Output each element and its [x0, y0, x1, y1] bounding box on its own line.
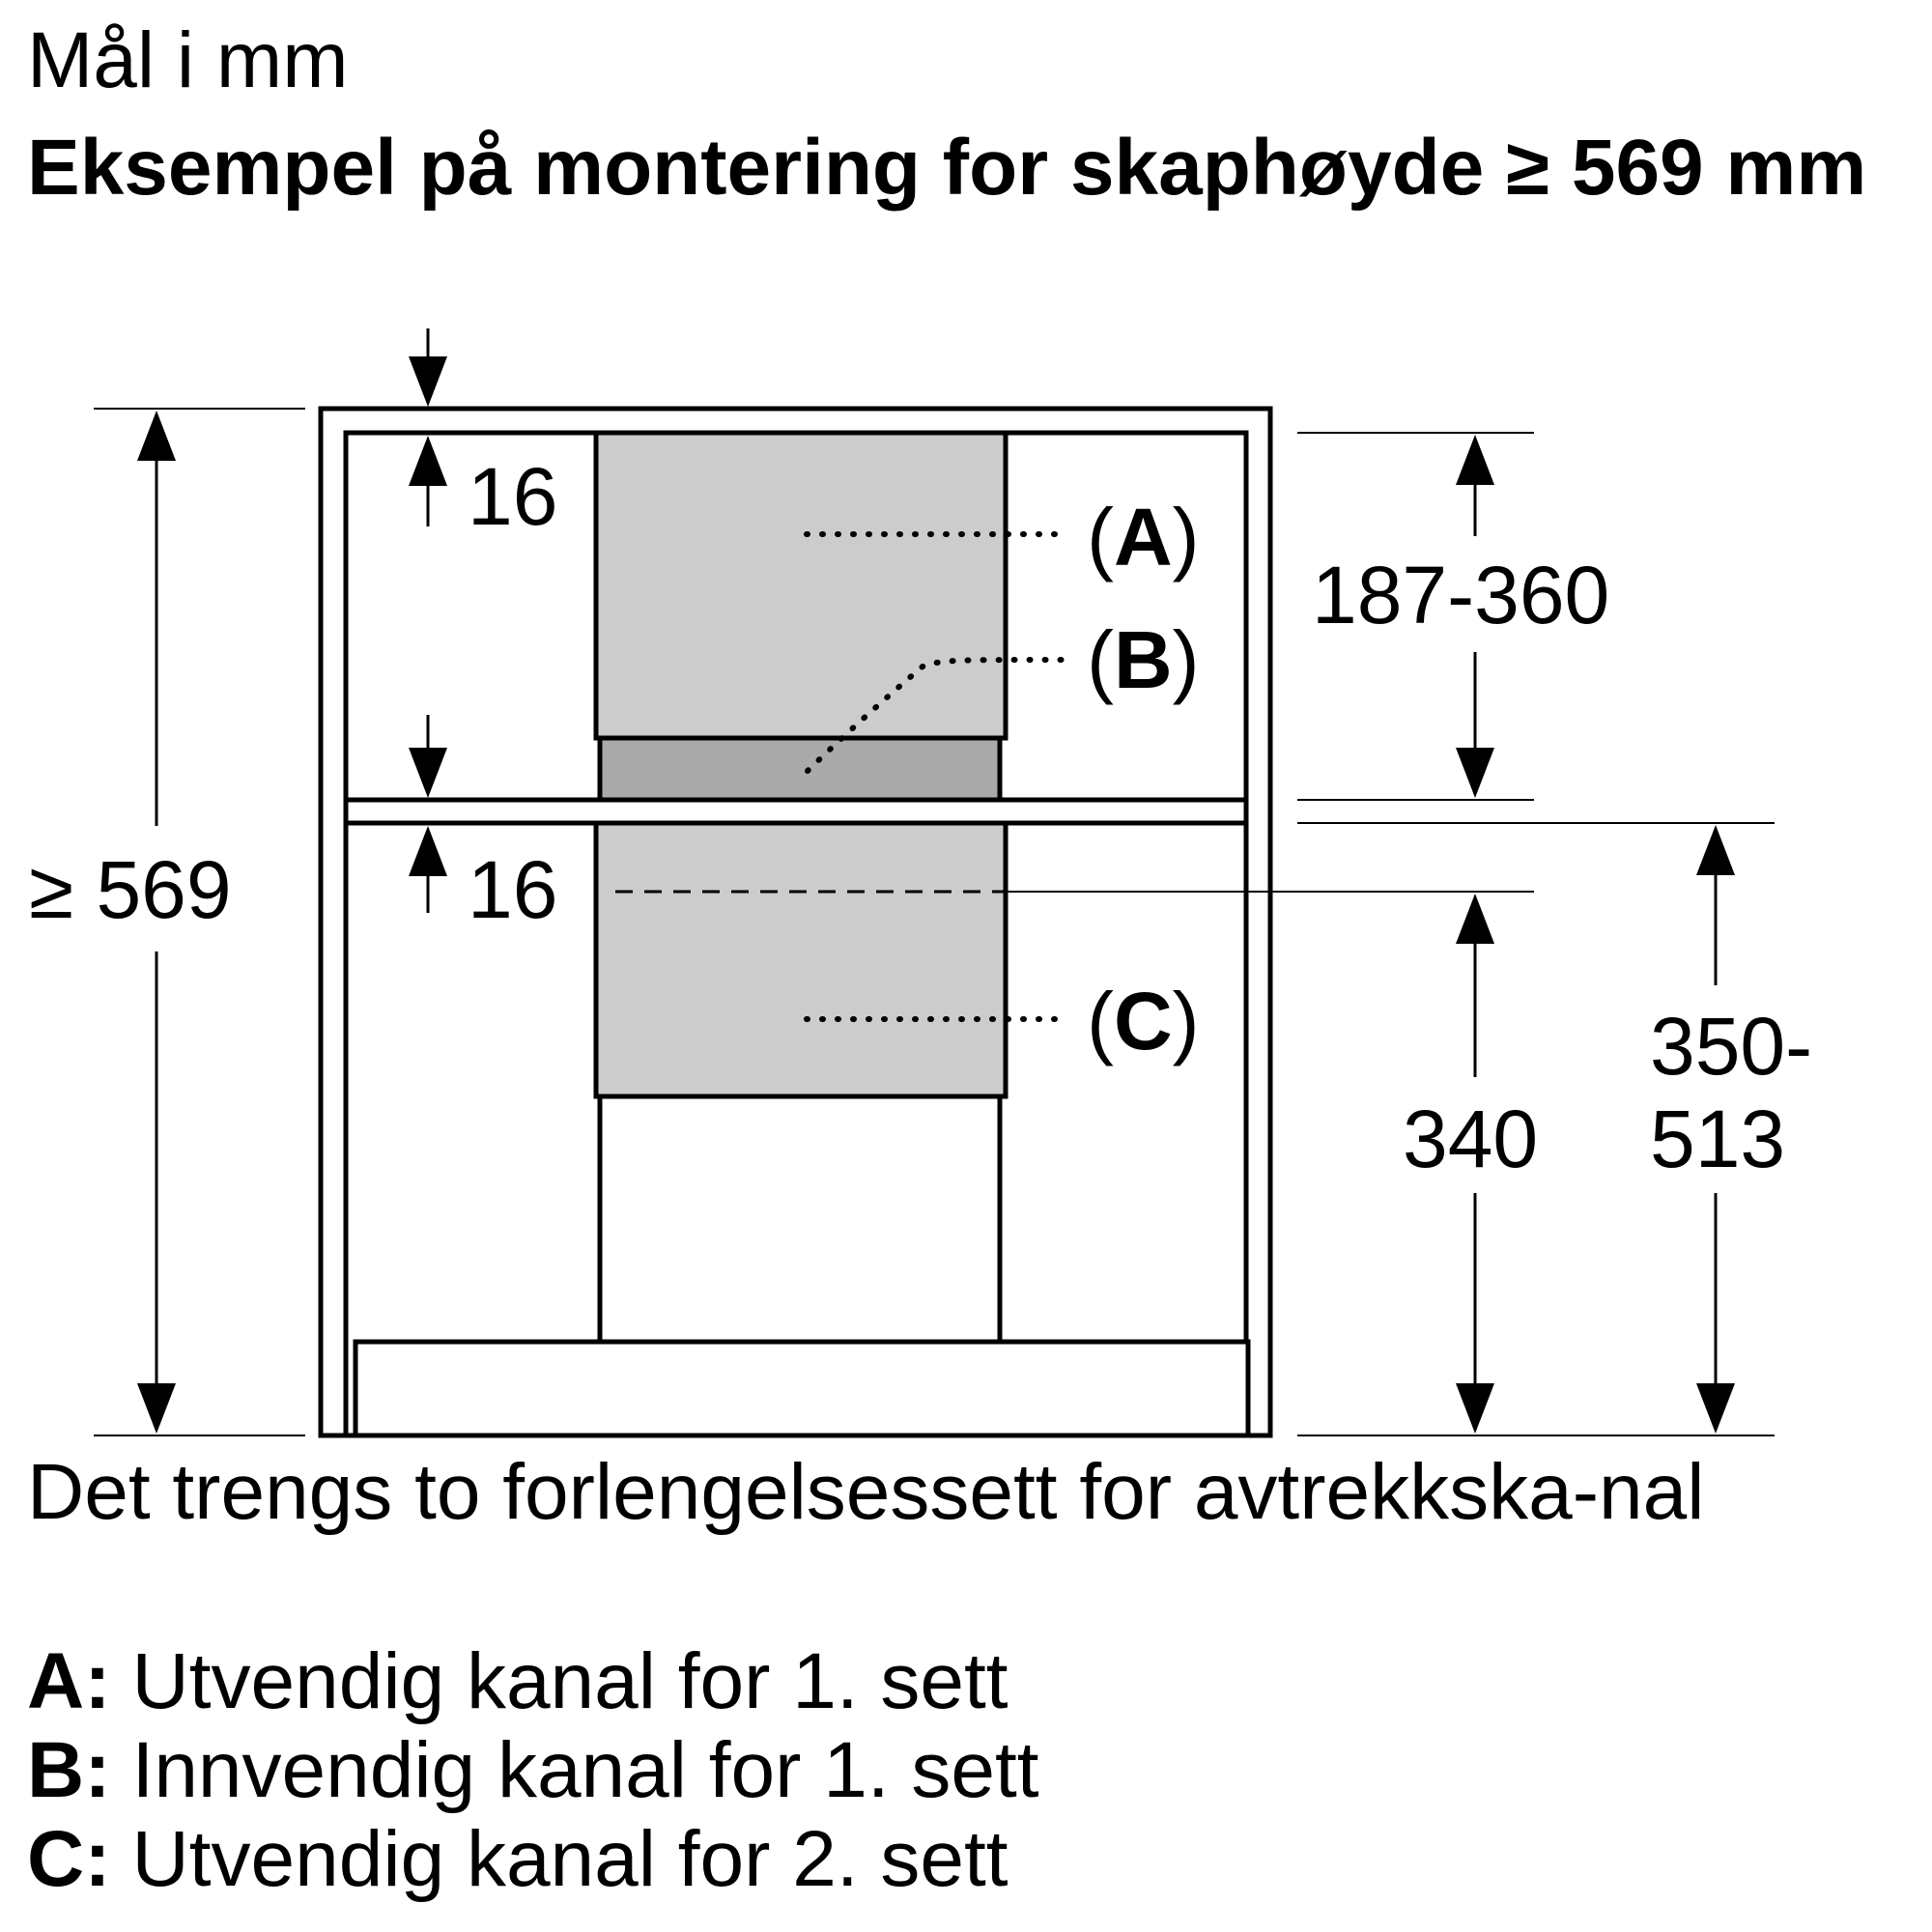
legend-text: Innvendig kanal for 1. sett: [131, 1726, 1039, 1814]
dim-upper-range-arrow-down: [1456, 748, 1494, 798]
dim-gap-top-arrow-up: [409, 436, 447, 486]
dim-gap-bottom-arrow-up: [409, 826, 447, 876]
legend-text: Utvendig kanal for 2. sett: [131, 1815, 1009, 1903]
cooker-hood-body: [355, 1342, 1248, 1435]
legend-key: C:: [27, 1815, 111, 1903]
dim-lower-range-arrow-up: [1696, 825, 1735, 875]
dim-gap-bottom-arrow-down: [409, 748, 447, 798]
dim-total-height: ≥ 569: [29, 844, 232, 935]
dim-total-height-arrow-down: [137, 1383, 176, 1434]
page-title: Eksempel på montering for skaphøyde ≥ 569 mm: [27, 124, 1867, 212]
dim-lower-height-arrow-down: [1456, 1383, 1494, 1434]
legend-item-a: [27, 1637, 1009, 1725]
callout-b: (B): [1087, 614, 1200, 705]
dim-gap-top-arrow-down: [409, 356, 447, 407]
dim-gap-top: 16: [468, 451, 558, 542]
dim-lower-height: 340: [1403, 1094, 1539, 1184]
dim-lower-range-line2: 513: [1650, 1094, 1786, 1184]
duct-a-outer-set1: [596, 433, 1006, 738]
dim-lower-height-arrow-up: [1456, 894, 1494, 944]
dim-lower-range-line1: 350-: [1650, 1001, 1813, 1092]
callout-c: (C): [1087, 976, 1200, 1066]
legend-item-b: [27, 1726, 1039, 1814]
dim-upper-range-arrow-up: [1456, 435, 1494, 485]
legend-key: A:: [27, 1637, 111, 1725]
dim-upper-range: 187-360: [1312, 550, 1610, 640]
extension-set-note: Det trengs to forlengelsessett for avtrekkska-nal: [27, 1448, 1705, 1536]
legend-text: Utvendig kanal for 1. sett: [131, 1637, 1009, 1725]
dim-total-height-arrow-up: [137, 411, 176, 461]
dim-lower-range-arrow-down: [1696, 1383, 1735, 1434]
legend-item-c: [27, 1815, 1009, 1903]
dim-gap-bottom: 16: [468, 844, 558, 935]
units-label: Mål i mm: [27, 16, 349, 104]
cabinet-shelf: [346, 800, 1246, 823]
lower-chimney: [600, 1096, 1000, 1342]
legend-key: B:: [27, 1726, 111, 1814]
duct-b-inner-set1: [600, 738, 1000, 800]
callout-a: (A): [1087, 492, 1200, 582]
duct-c-outer-set2: [596, 823, 1006, 1096]
